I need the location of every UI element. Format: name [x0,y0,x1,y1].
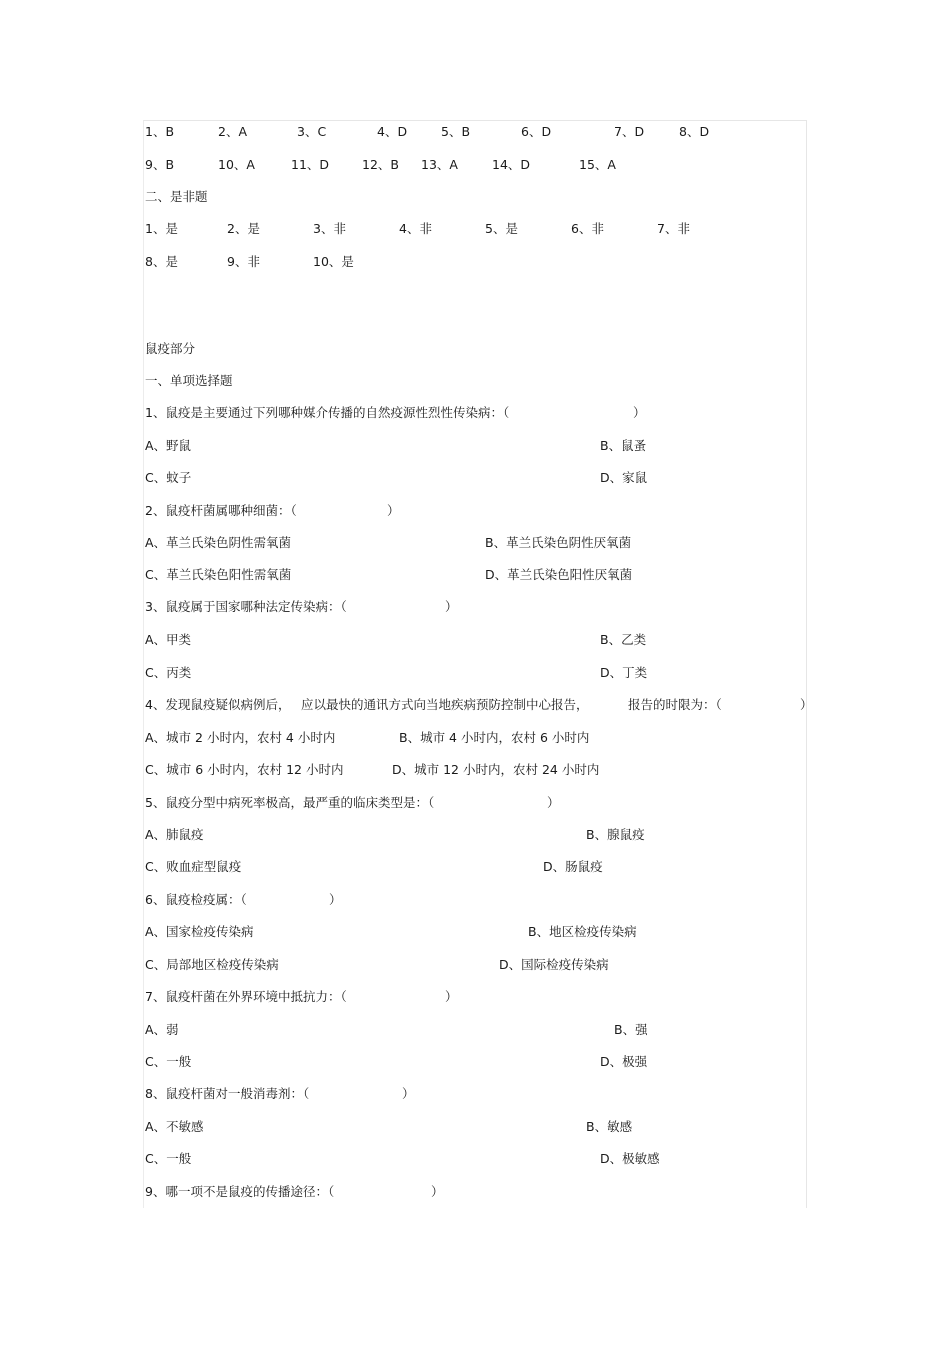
option-c: C、局部地区检疫传染病 [145,957,279,972]
question-text: 5、鼠疫分型中病死率极高，最严重的临床类型是：（ [145,795,435,810]
question-close-paren: ） [329,892,342,907]
option-d: D、丁类 [600,665,648,680]
answer-item: 9、B [145,157,175,172]
option-b: B、敏感 [586,1119,633,1134]
option-c: C、城市 6 小时内，农村 12 小时内 [145,762,344,777]
question-text-part-2: 应以最快的通讯方式向当地疾病预防控制中心报告， [301,697,589,712]
option-a: A、野鼠 [145,438,192,453]
question-text: 9、哪一项不是鼠疫的传播途径：（ [145,1184,335,1199]
answer-item: 7、D [614,124,645,139]
answer-item: 4、非 [399,221,432,236]
question-close-paren: ） [431,1184,444,1199]
answer-item: 12、B [362,157,399,172]
question-text-part-3: 报告的时限为：（ [628,697,722,712]
option-b: B、强 [614,1022,648,1037]
answer-item: 14、D [492,157,531,172]
question-close-paren: ） [633,405,646,420]
answer-item: 5、是 [485,221,518,236]
option-a: A、不敏感 [145,1119,204,1134]
answer-item: 9、非 [227,254,260,269]
page-frame [143,120,807,1208]
answer-item: 4、D [377,124,408,139]
question-text: 1、鼠疫是主要通过下列哪种媒介传播的自然疫源性烈性传染病：（ [145,405,510,420]
answer-item: 10、A [218,157,255,172]
question-close-paren: ） [800,697,813,712]
answer-item: 8、D [679,124,710,139]
answer-item: 3、非 [313,221,346,236]
option-b: B、腺鼠疫 [586,827,645,842]
option-b: B、城市 4 小时内，农村 6 小时内 [399,730,590,745]
answer-item: 6、非 [571,221,604,236]
question-close-paren: ） [445,989,458,1004]
section-heading-single-choice: 一、单项选择题 [145,373,233,388]
question-close-paren: ） [387,503,400,518]
question-text: 6、鼠疫检疫属：（ [145,892,247,907]
answer-item: 7、非 [657,221,690,236]
answer-item: 6、D [521,124,552,139]
option-c: C、一般 [145,1054,192,1069]
option-a: A、肺鼠疫 [145,827,204,842]
option-b: B、乙类 [600,632,647,647]
option-b: B、地区检疫传染病 [528,924,637,939]
option-a: A、弱 [145,1022,179,1037]
part-title: 鼠疫部分 [145,341,196,356]
option-b: B、革兰氏染色阴性厌氧菌 [485,535,632,550]
section-heading-judgement: 二、是非题 [145,189,208,204]
question-text: 2、鼠疫杆菌属哪种细菌：（ [145,503,297,518]
option-a: A、甲类 [145,632,192,647]
answer-item: 3、C [297,124,327,139]
answer-item: 11、D [291,157,330,172]
answer-item: 13、A [421,157,458,172]
answer-item: 2、是 [227,221,260,236]
question-text: 8、鼠疫杆菌对一般消毒剂：（ [145,1086,310,1101]
answer-item: 15、A [579,157,616,172]
answer-item: 1、是 [145,221,178,236]
question-text: 7、鼠疫杆菌在外界环境中抵抗力：（ [145,989,347,1004]
answer-item: 5、B [441,124,471,139]
option-c: C、革兰氏染色阳性需氧菌 [145,567,292,582]
answer-item: 10、是 [313,254,354,269]
option-a: A、国家检疫传染病 [145,924,254,939]
option-d: D、极强 [600,1054,648,1069]
option-d: D、国际检疫传染病 [499,957,609,972]
option-b: B、鼠蚤 [600,438,647,453]
option-a: A、革兰氏染色阴性需氧菌 [145,535,292,550]
option-c: C、丙类 [145,665,192,680]
answer-item: 2、A [218,124,248,139]
question-close-paren: ） [445,599,458,614]
option-d: D、极敏感 [600,1151,660,1166]
answer-item: 8、是 [145,254,178,269]
question-close-paren: ） [402,1086,415,1101]
question-close-paren: ） [547,795,560,810]
question-text: 4、发现鼠疫疑似病例后， [145,697,291,712]
option-d: D、革兰氏染色阳性厌氧菌 [485,567,633,582]
answer-item: 1、B [145,124,175,139]
question-text: 3、鼠疫属于国家哪种法定传染病：（ [145,599,347,614]
option-d: D、肠鼠疫 [543,859,603,874]
option-d: D、家鼠 [600,470,648,485]
option-c: C、蚊子 [145,470,192,485]
option-d: D、城市 12 小时内，农村 24 小时内 [392,762,600,777]
option-c: C、一般 [145,1151,192,1166]
option-c: C、败血症型鼠疫 [145,859,242,874]
option-a: A、城市 2 小时内，农村 4 小时内 [145,730,336,745]
